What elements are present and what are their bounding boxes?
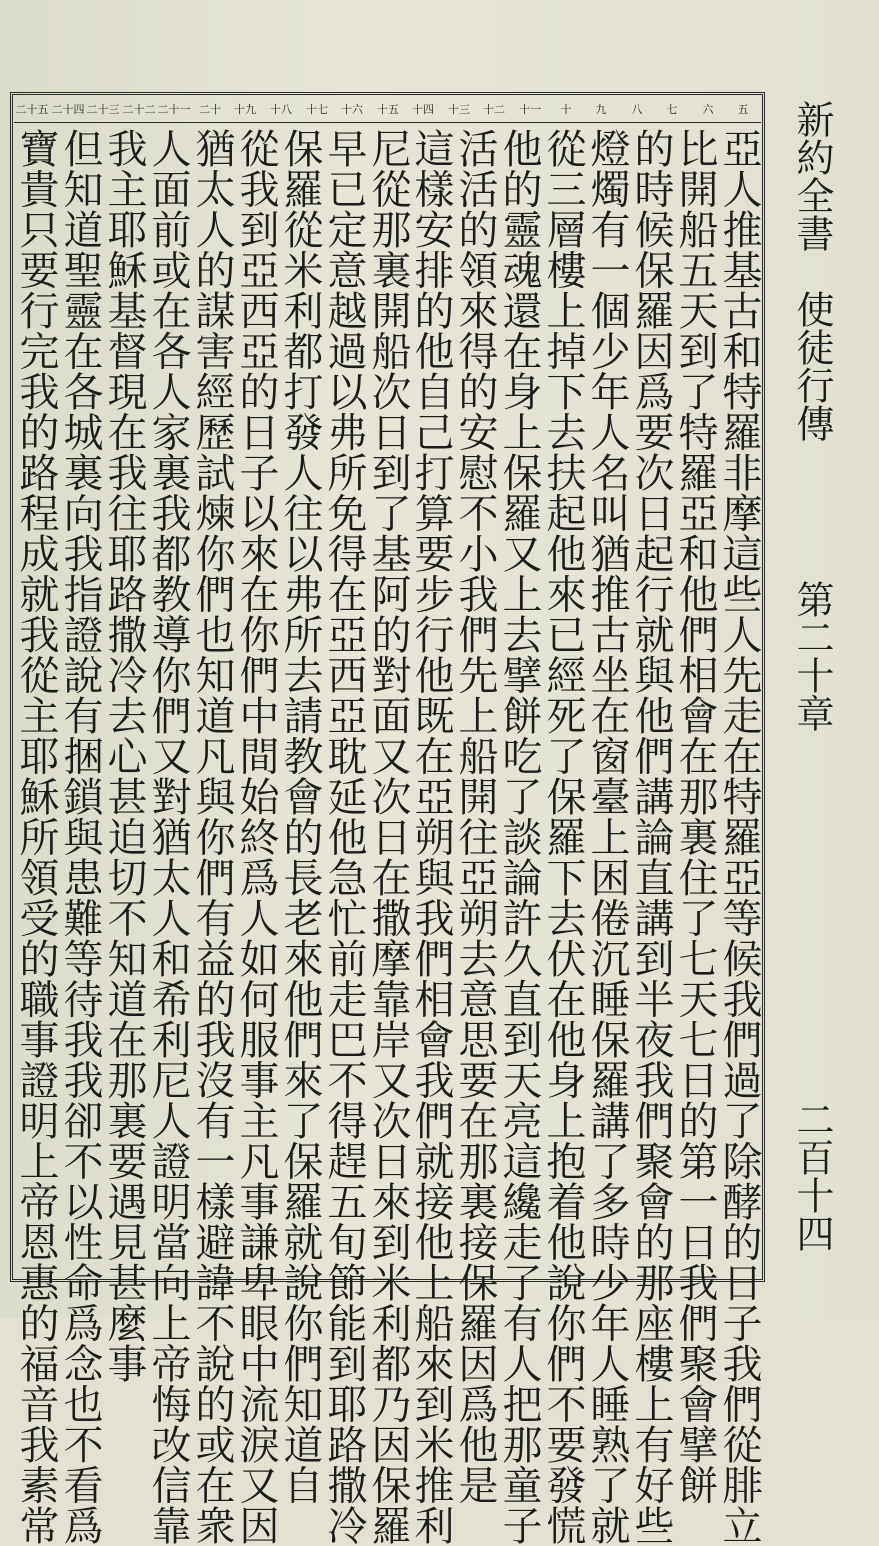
text-column: 他的靈魂還在身上保羅又上去擘餅吃了談論許久直到天亮這纔走了有人把那童子 — [496, 128, 542, 1546]
verse-number: 十九 — [234, 103, 256, 116]
page-number: 二百十四 — [790, 1100, 834, 1252]
text-column: 比開船五天到了特羅亞和他們相會在那裏住了七天七日的第一日我們聚會擘餅 — [672, 128, 718, 1505]
text-column: 寶貴只要行完我的路程成就我從主耶穌所領受的職事證明上帝恩惠的福音我素常 — [13, 128, 59, 1546]
text-column: 活活的領來得的安慰不小我們先上船開往亞朔去意思要在那裏接保羅因爲他是 — [452, 128, 498, 1505]
text-column: 亞人推基古和特羅非摩這些人先走在特羅亞等候我們過了除酵的日子我們從腓立 — [716, 128, 762, 1546]
text-columns — [13, 124, 762, 1546]
verse-number: 十六 — [341, 103, 363, 116]
verse-number: 十四 — [412, 103, 434, 116]
text-column: 保羅從米利都打發人往以弗所去請教會的長老來他們來了保羅就說你們知道自 — [277, 128, 323, 1505]
verse-number: 二十一 — [157, 103, 191, 116]
text-column: 但知道聖靈在各城裏向我指證說有捆鎖與患難等待我我卻不以性命爲念也不看爲 — [57, 128, 103, 1546]
verse-number: 七 — [666, 103, 678, 116]
verse-number-ruler — [14, 98, 761, 123]
text-column: 這樣安排的他自己打算要步行他既在亞朔與我們相會我們就接他上船來到米推利 — [408, 128, 454, 1546]
verse-number: 十 — [560, 103, 572, 116]
verse-number: 十二 — [483, 103, 505, 116]
text-column: 人面前或在各人家裏我都教導你們又對猶太人和希利尼人證明當向上帝悔改信靠 — [145, 128, 191, 1546]
text-column: 猶太人的謀害經歷試煉你們也知道凡與你們有益的我沒有一樣避諱不說的或在衆 — [189, 128, 235, 1546]
running-head — [772, 100, 852, 1280]
verse-number: 六 — [702, 103, 714, 116]
text-column: 我主耶穌基督現在我往耶路撒冷去心甚迫切不知道在那裏要遇見甚麼事 — [101, 128, 147, 1384]
text-column: 從三層樓上掉下去扶起他來已經死了保羅下去伏在他身上抱着他說你們不要發慌 — [540, 128, 586, 1546]
verse-number: 八 — [631, 103, 643, 116]
text-column: 早已定意越過以弗所免得在亞西亞耽延他急忙前走巴不得趕五旬節能到耶路撒冷 — [321, 128, 367, 1546]
verse-number: 十五 — [377, 103, 399, 116]
text-column: 尼從那裏開船次日到了基阿的對面又次日在撒摩靠岸又次日來到米利都乃因保羅 — [365, 128, 411, 1546]
text-column: 從我到亞西亞的日子以來在你們中間始終爲人如何服事主凡事謙卑眼中流淚又因 — [233, 128, 279, 1546]
verse-number: 二十 — [199, 103, 221, 116]
verse-number: 五 — [737, 103, 749, 116]
verse-number: 二十五 — [15, 103, 49, 116]
text-column: 的時候保羅因爲要次日起行就與他們講論直講到半夜我們聚會的那座樓上有好些 — [628, 128, 674, 1546]
verse-number: 十七 — [306, 103, 328, 116]
text-column: 燈燭有一個少年人名叫猶推古坐在窗臺上困倦沉睡保羅講了多時少年人睡熟了就 — [584, 128, 630, 1546]
verse-number: 十三 — [448, 103, 470, 116]
verse-number: 九 — [595, 103, 607, 116]
verse-number: 二十三 — [86, 103, 120, 116]
verse-number: 二十二 — [122, 103, 156, 116]
verse-number: 十一 — [519, 103, 541, 116]
verse-number: 二十四 — [51, 103, 85, 116]
verse-number: 十八 — [270, 103, 292, 116]
chapter-heading: 第二十章 — [790, 580, 834, 732]
book-title: 新約全書 使徒行傳 — [790, 100, 834, 442]
